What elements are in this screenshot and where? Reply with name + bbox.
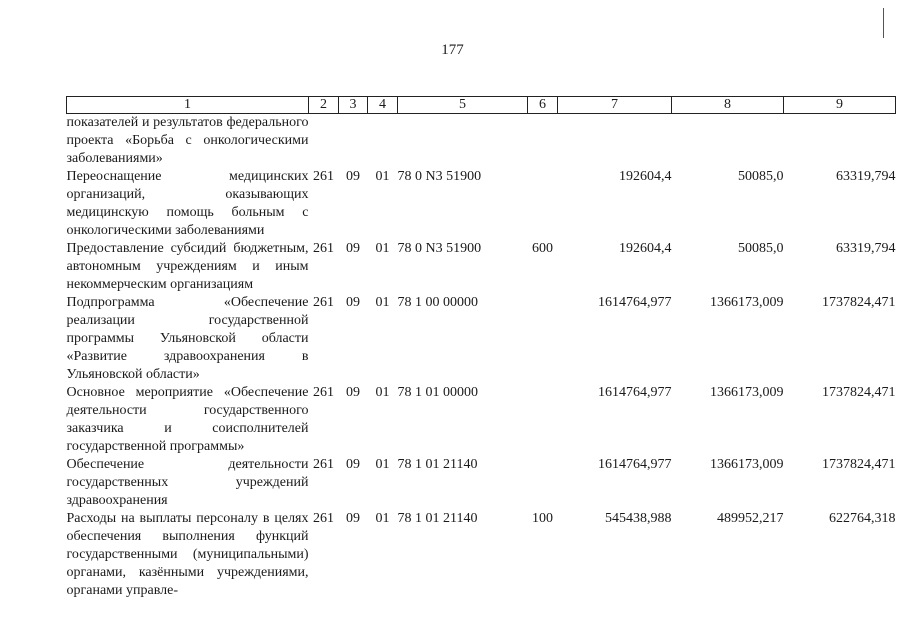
cell-amount-3: 1737824,471: [822, 457, 896, 472]
cell-amount-1: 1614764,977: [598, 385, 672, 400]
cell-section: [339, 114, 368, 169]
cell-amount-3: 1737824,471: [822, 295, 896, 310]
row-name: Расходы на выплаты персоналу в целях обеспечения выполнения функций государственными (муниципальными) органами, казёнными учреждениями, органами управле-: [66, 511, 309, 598]
row-name: Подпрограмма «Обеспечение реализации государственной программы Ульяновской области «Развитие здравоохранения в Ульяновской области»: [66, 295, 309, 382]
cell-ministry: 261: [313, 169, 334, 184]
cell-expense-type: [528, 456, 558, 510]
cell-ministry: 261: [313, 457, 334, 472]
row-name: Обеспечение деятельности государственных учреждений здравоохранения: [66, 457, 309, 508]
table-row: [67, 384, 896, 456]
cell-amount-1: 192604,4: [619, 169, 672, 184]
cell-amount-3: [784, 114, 896, 169]
cell-target-code: 78 1 00 00000: [397, 295, 478, 310]
col-header-7: 7: [558, 97, 672, 114]
cell-amount-3: 63319,794: [836, 241, 896, 256]
row-name: Основное мероприятие «Обеспечение деятельности государственного заказчика и соисполнителей государственной программы»: [66, 385, 309, 454]
cell-subsection: [368, 114, 398, 169]
cell-ministry: 261: [313, 511, 334, 526]
table-row: [67, 294, 896, 384]
cell-ministry: 261: [313, 295, 334, 310]
cell-section: 09: [346, 241, 360, 256]
cell-expense-type: [528, 114, 558, 169]
table-row: [67, 168, 896, 240]
cell-amount-2: 1366173,009: [710, 385, 784, 400]
cell-expense-type: [528, 384, 558, 456]
cell-section: 09: [346, 295, 360, 310]
cell-ministry: 261: [313, 241, 334, 256]
cell-target-code: 78 1 01 00000: [397, 385, 478, 400]
cell-amount-2: 1366173,009: [710, 457, 784, 472]
col-header-8: 8: [672, 97, 784, 114]
cell-target-code: 78 1 01 21140: [397, 457, 478, 472]
cell-ministry: [309, 114, 339, 169]
cell-expense-type: 600: [532, 241, 553, 256]
cell-subsection: 01: [375, 385, 390, 400]
cell-amount-3: 1737824,471: [822, 385, 896, 400]
cell-section: 09: [346, 385, 360, 400]
cell-amount-1: 1614764,977: [598, 295, 672, 310]
row-name: Переоснащение медицинских организаций, оказывающих медицинскую помощь больным с онкологическими заболеваниями: [66, 169, 309, 238]
cell-amount-2: 1366173,009: [710, 295, 784, 310]
table-row: [67, 240, 896, 294]
col-header-3: 3: [339, 97, 368, 114]
table-row: [67, 456, 896, 510]
cell-expense-type: [528, 294, 558, 384]
cell-amount-2: 489952,217: [717, 511, 784, 526]
page-edge-mark: [883, 8, 884, 38]
cell-subsection: 01: [375, 241, 390, 256]
cell-amount-1: 1614764,977: [598, 457, 672, 472]
col-header-5: 5: [398, 97, 528, 114]
row-name: показателей и результатов федерального проекта «Борьба с онкологическими заболеваниями»: [66, 115, 309, 166]
cell-target-code: 78 0 N3 51900: [397, 169, 482, 184]
cell-amount-3: 622764,318: [829, 511, 896, 526]
cell-subsection: 01: [375, 169, 390, 184]
col-header-1: 1: [67, 97, 309, 114]
col-header-2: 2: [309, 97, 339, 114]
cell-subsection: 01: [375, 295, 390, 310]
col-header-6: 6: [528, 97, 558, 114]
cell-subsection: 01: [375, 457, 390, 472]
col-header-4: 4: [368, 97, 398, 114]
cell-amount-2: [672, 114, 784, 169]
cell-amount-3: 63319,794: [836, 169, 896, 184]
cell-section: 09: [346, 169, 360, 184]
table-row: [67, 510, 896, 600]
cell-amount-2: 50085,0: [738, 241, 784, 256]
header-row: [67, 97, 896, 114]
cell-amount-1: [558, 114, 672, 169]
cell-expense-type: [528, 168, 558, 240]
cell-section: 09: [346, 457, 360, 472]
cell-amount-2: 50085,0: [738, 169, 784, 184]
page-number: 177: [441, 42, 464, 58]
cell-target-code: [398, 114, 528, 169]
cell-ministry: 261: [313, 385, 334, 400]
cell-expense-type: 100: [532, 511, 553, 526]
cell-amount-1: 192604,4: [619, 241, 672, 256]
cell-target-code: 78 0 N3 51900: [397, 241, 482, 256]
cell-subsection: 01: [375, 511, 390, 526]
col-header-9: 9: [784, 97, 896, 114]
cell-target-code: 78 1 01 21140: [397, 511, 478, 526]
table-row: [67, 114, 896, 169]
cell-amount-1: 545438,988: [605, 511, 672, 526]
budget-table: [66, 96, 896, 600]
row-name: Предоставление субсидий бюджетным, автономным учреждениям и иным некоммерческим организациям: [66, 241, 309, 292]
cell-section: 09: [346, 511, 360, 526]
